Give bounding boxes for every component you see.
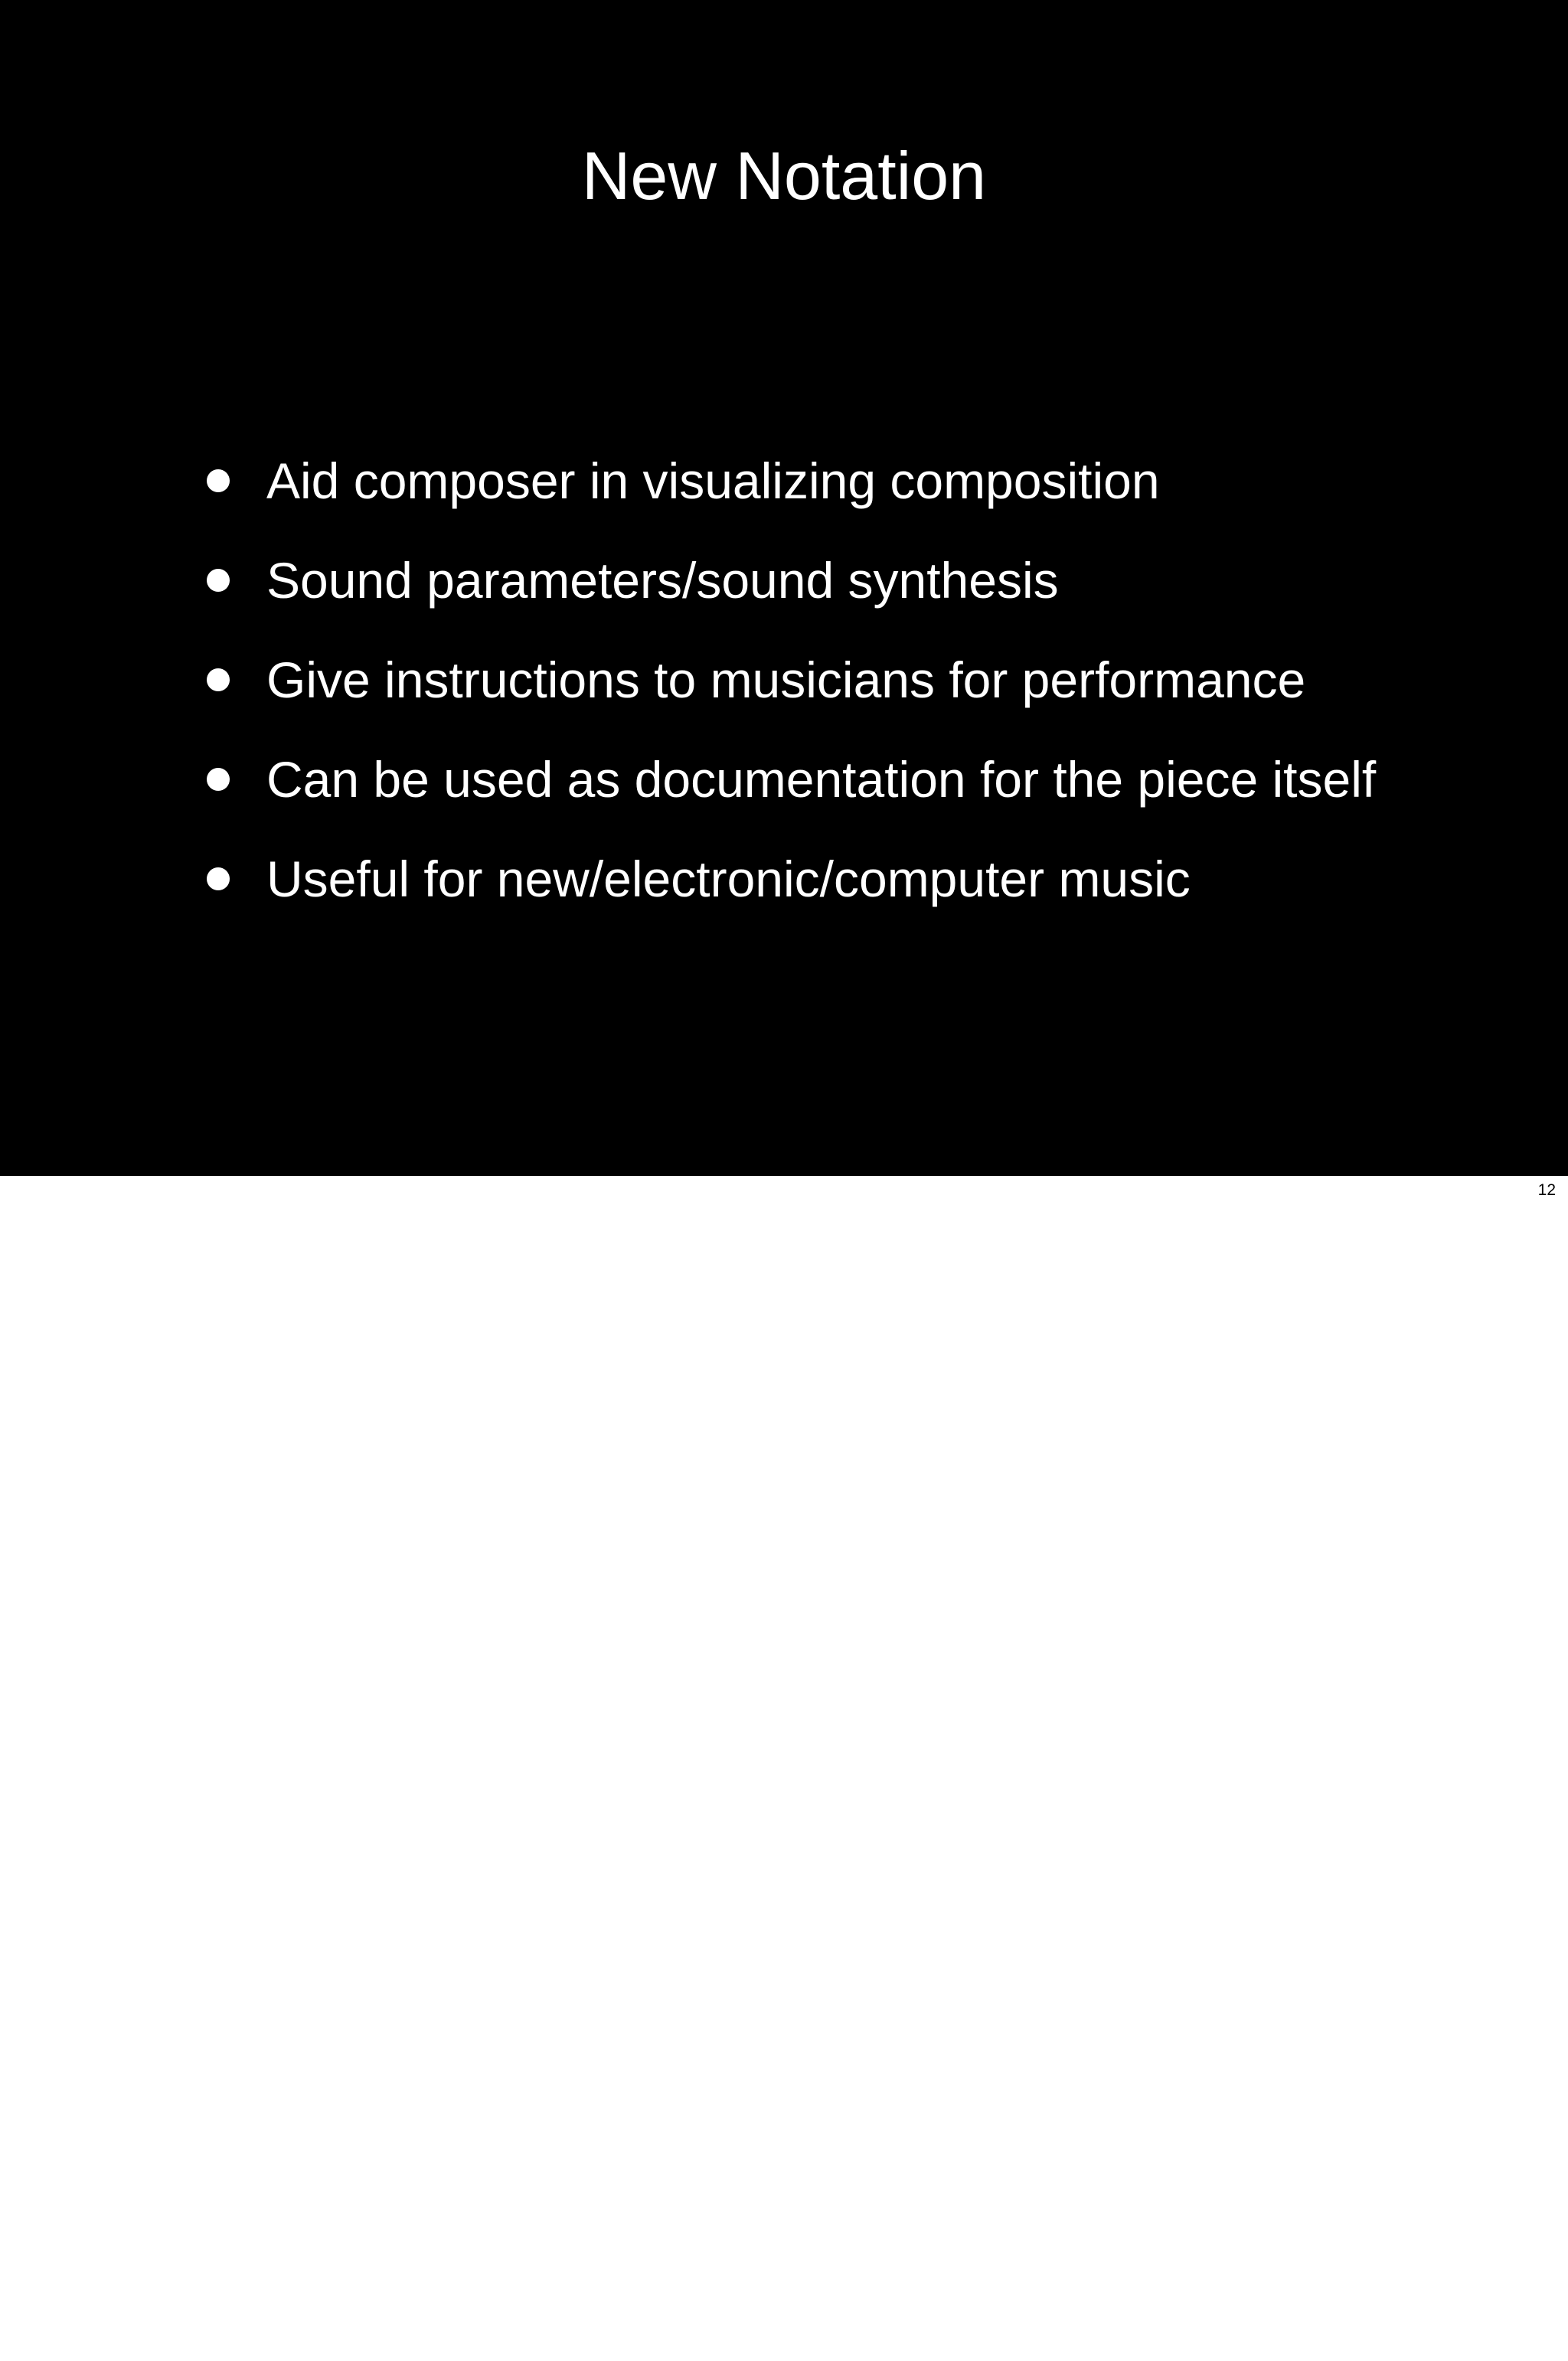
bullet-icon — [207, 768, 230, 791]
bullet-icon — [207, 668, 230, 691]
bullet-text: Sound parameters/sound synthesis — [266, 552, 1059, 609]
slide-title: New Notation — [581, 138, 987, 214]
bullet-icon — [207, 867, 230, 890]
bullet-icon — [207, 569, 230, 592]
slide — [0, 0, 1568, 1176]
bullet-text: Give instructions to musicians for performance — [266, 651, 1306, 708]
page-number: 12 — [1537, 1181, 1556, 1199]
bullet-text: Aid composer in visualizing composition — [266, 452, 1160, 509]
bullet-text: Can be used as documentation for the piece itself — [266, 751, 1377, 808]
bullet-icon — [207, 469, 230, 492]
bullet-text: Useful for new/electronic/computer music — [266, 851, 1191, 907]
